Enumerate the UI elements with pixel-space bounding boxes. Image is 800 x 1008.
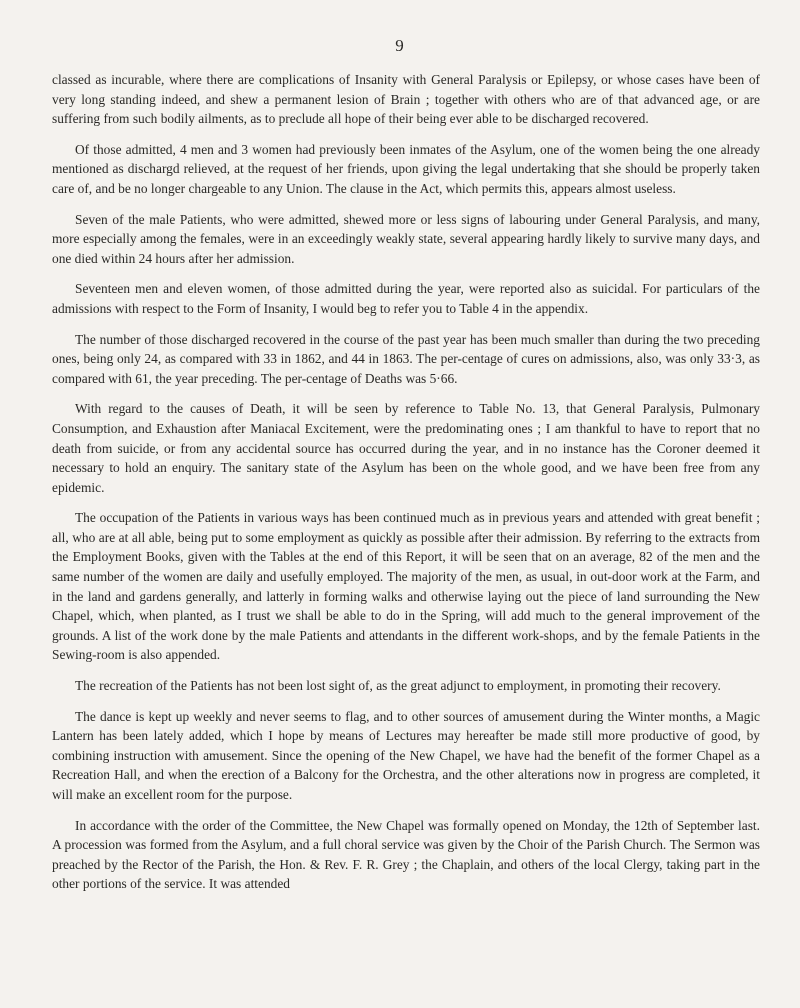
paragraph: Of those admitted, 4 men and 3 women had previously been inmates of the Asylum, one of the women being the one already mentioned as dischargd relieved, at the request of her friends, upon giving the legal undertaking that she should be properly taken care of, and be no longer chargeable to any Union. The clause in the Act, which permits this, appears almost useless. xyxy=(52,141,760,196)
paragraph: With regard to the causes of Death, it will be seen by reference to Table No. 13, that General Paralysis, Pulmonary Consumption, and Exhaustion after Maniacal Excitement, were the predominating ones ; I am thankful to have to report that no death from suicide, or from any accidental source has occurred during the year, and in no instance has the Coroner deemed it necessary to hold an enquiry. The sanitary state of the Asylum has been on the whole good, and we have been free from any epidemic. xyxy=(52,401,760,495)
paragraph: The dance is kept up weekly and never seems to flag, and to other sources of amusement during the Winter months, a Magic Lantern has been lately added, which I hope by means of Lectures may hereafter be made still more productive of good, by combining instruction with amusement. Since the opening of the New Chapel, we have had the benefit of the former Chapel as a Recreation Hall, and when the erection of a Balcony for the Orchestra, and the other alterations now in progress are completed, it will make an excellent room for the purpose. xyxy=(52,708,760,802)
page-number: 9 xyxy=(395,36,405,55)
paragraph: Seventeen men and eleven women, of those admitted during the year, were reported also as suicidal. For particulars of the admissions with respect to the Form of Insanity, I would beg to refer you to Table 4 in the appendix. xyxy=(52,281,760,316)
paragraph: The occupation of the Patients in various ways has been continued much as in previous years and attended with great benefit ; all, who are at all able, being put to some employment as quickly as possible after their admission. By referring to the extracts from the Employment Books, given with the Tables at the end of this Report, it will be seen that on an average, 82 of the men and the same number of the women are daily and usefully employed. The majority of the men, as usual, in out-door work at the Farm, and in the land and gardens generally, and latterly in forming walks and otherwise laying out the piece of land surrounding the New Chapel, which, when planted, as I trust we shall be able to do in the Spring, will add much to the general improvement of the grounds. A list of the work done by the male Patients and attendants in the different work-shops, and by the female Patients in the Sewing-room is also appended. xyxy=(52,510,760,663)
paragraph: Seven of the male Patients, who were admitted, shewed more or less signs of labouring under General Paralysis, and many, more especially among the females, were in an exceedingly weakly state, several appearing hardly likely to survive many days, and one died within 24 hours after her admission. xyxy=(52,211,760,266)
paragraph: The number of those discharged recovered in the course of the past year has been much smaller than during the two preceding ones, being only 24, as compared with 33 in 1862, and 44 in 1863. The per-centage of cures on admissions, also, was only 33·3, as compared with 61, the year preceding. The per-centage of Deaths was 5·66. xyxy=(52,331,760,386)
paragraph: The recreation of the Patients has not been lost sight of, as the great adjunct to employment, in promoting their recovery. xyxy=(75,678,721,694)
paragraph: classed as incurable, where there are complications of Insanity with General Paralysis or Epilepsy, or whose cases have been of very long standing indeed, and shew a permanent lesion of Brain ; together with others who are of that advanced age, or are suffering from such bodily ailments, as to preclude all hope of their being ever able to be discharged recovered. xyxy=(52,72,760,127)
paragraph: In accordance with the order of the Committee, the New Chapel was formally opened on Monday, the 12th of September last. A procession was formed from the Asylum, and a full choral service was given by the Choir of the Parish Church. The Sermon was preached by the Rector of the Parish, the Hon. & Rev. F. R. Grey ; the Chaplain, and others of the local Clergy, taking part in the other portions of the service. It was attended xyxy=(52,817,760,892)
